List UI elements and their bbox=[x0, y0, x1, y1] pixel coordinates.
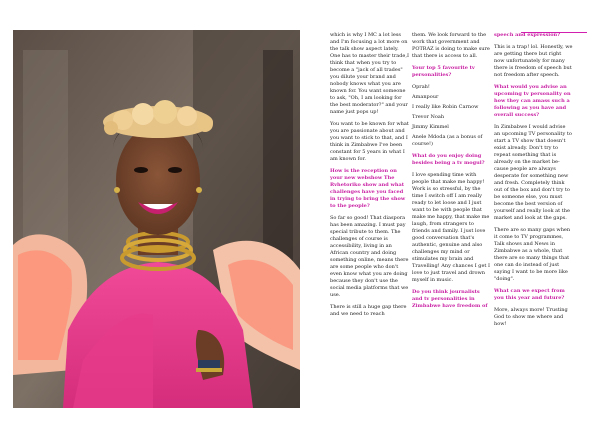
paragraph: which is why I MC a lot less and I'm focusing a lot more on the talk show aspect lately. One has to master their trade,I think that when you try to become a "jack of all trades" you dilute your brand and nobody knows what you are known for. You want someone to ask, "Oh, I am looking for the best moderator?" and your name just pops up! bbox=[330, 32, 409, 115]
paragraph: More, always more! Trusting God to show me where and how! bbox=[494, 307, 568, 327]
interview-question: What would you advise an upcoming tv personality on how they can amass such a following as you have and overall success? bbox=[494, 84, 571, 118]
article-column-3 bbox=[494, 32, 573, 333]
article-column-2 bbox=[412, 32, 491, 315]
paragraph: This is a trap! lol. Honestly, we are getting there but right now unfortunately for many there is freedom of speech but not freedom after speech. bbox=[494, 44, 573, 78]
article-page bbox=[300, 30, 587, 408]
portrait-photo bbox=[13, 30, 300, 408]
paragraph: I love spending time with people that make me happy! Work is so stressful, by the time I switch off I am really ready to let loose and I just want to be with people that make me happy, that make me laugh, from strangers to friends and family. I just love good conversation that's authentic, genuine and also challenges my mind or stimulates my brain and Travelling! Any chances I get I love to just travel and drown myself in music. bbox=[412, 172, 490, 283]
paragraph: So far so good! That diaspora has been amazing. I must pay special tribute to them. The challenges of course is accessibility, living in an African country and doing something online, means there are some people who don't even know what you are doing because they don't use the social media platforms that we use. bbox=[330, 215, 409, 298]
list-item: Amanpour bbox=[412, 94, 439, 100]
paragraph: There are so many gaps when it come to TV programmes, Talk shows and News in Zimbabwe as a whole, that there are so many things that one can do instead of just saying I want to be more like "doing". bbox=[494, 227, 571, 282]
interview-question: What can we expect from you this year and future? bbox=[494, 288, 565, 301]
list-item: Oprah! bbox=[412, 84, 430, 90]
paragraph: them. We look forward to the work that government and POTRAZ is doing to make sure that there is access to all. bbox=[412, 32, 490, 59]
paragraph: You want to be known for what you are passionate about and you want to stick to that, and I think in Zimbabwe I've been constant for 5 years in what I am known for. bbox=[330, 121, 409, 162]
paragraph: There is still a huge gap there and we need to reach bbox=[330, 304, 407, 317]
interview-question: What do you enjoy doing besides being a tv mogul? bbox=[412, 153, 485, 166]
interview-question: Your top 5 favourite tv personalities? bbox=[412, 65, 475, 78]
interview-question: Do you think journalists and tv personalities in Zimbabwe have freedom of bbox=[412, 289, 488, 309]
interview-question: How is the reception on your new webshow The Rvhetoriko show and what challenges have you faced in trying to bring the show to the people? bbox=[330, 168, 406, 209]
list-item: Anele Mdoda (as a bonus of course!) bbox=[412, 134, 483, 147]
list-item: Jimmy Kimmel bbox=[412, 124, 449, 130]
portrait-illustration bbox=[13, 30, 300, 408]
paragraph: In Zimbabwe I would advise an upcoming TV personality to start a TV show that doesn't exist already. Don't try to repeat something that is already on the market be-cause people are always desperate for something new and fresh. Completely think out of the box and don't try to be someone else, you must become the best version of yourself and really look at the market and look at the gaps. bbox=[494, 124, 572, 221]
article-column-1 bbox=[330, 32, 409, 323]
interview-question: speech and expression? bbox=[494, 32, 561, 38]
list-item: I really like Robin Carnow bbox=[412, 104, 479, 110]
list-item: Trevor Noah bbox=[412, 114, 445, 120]
